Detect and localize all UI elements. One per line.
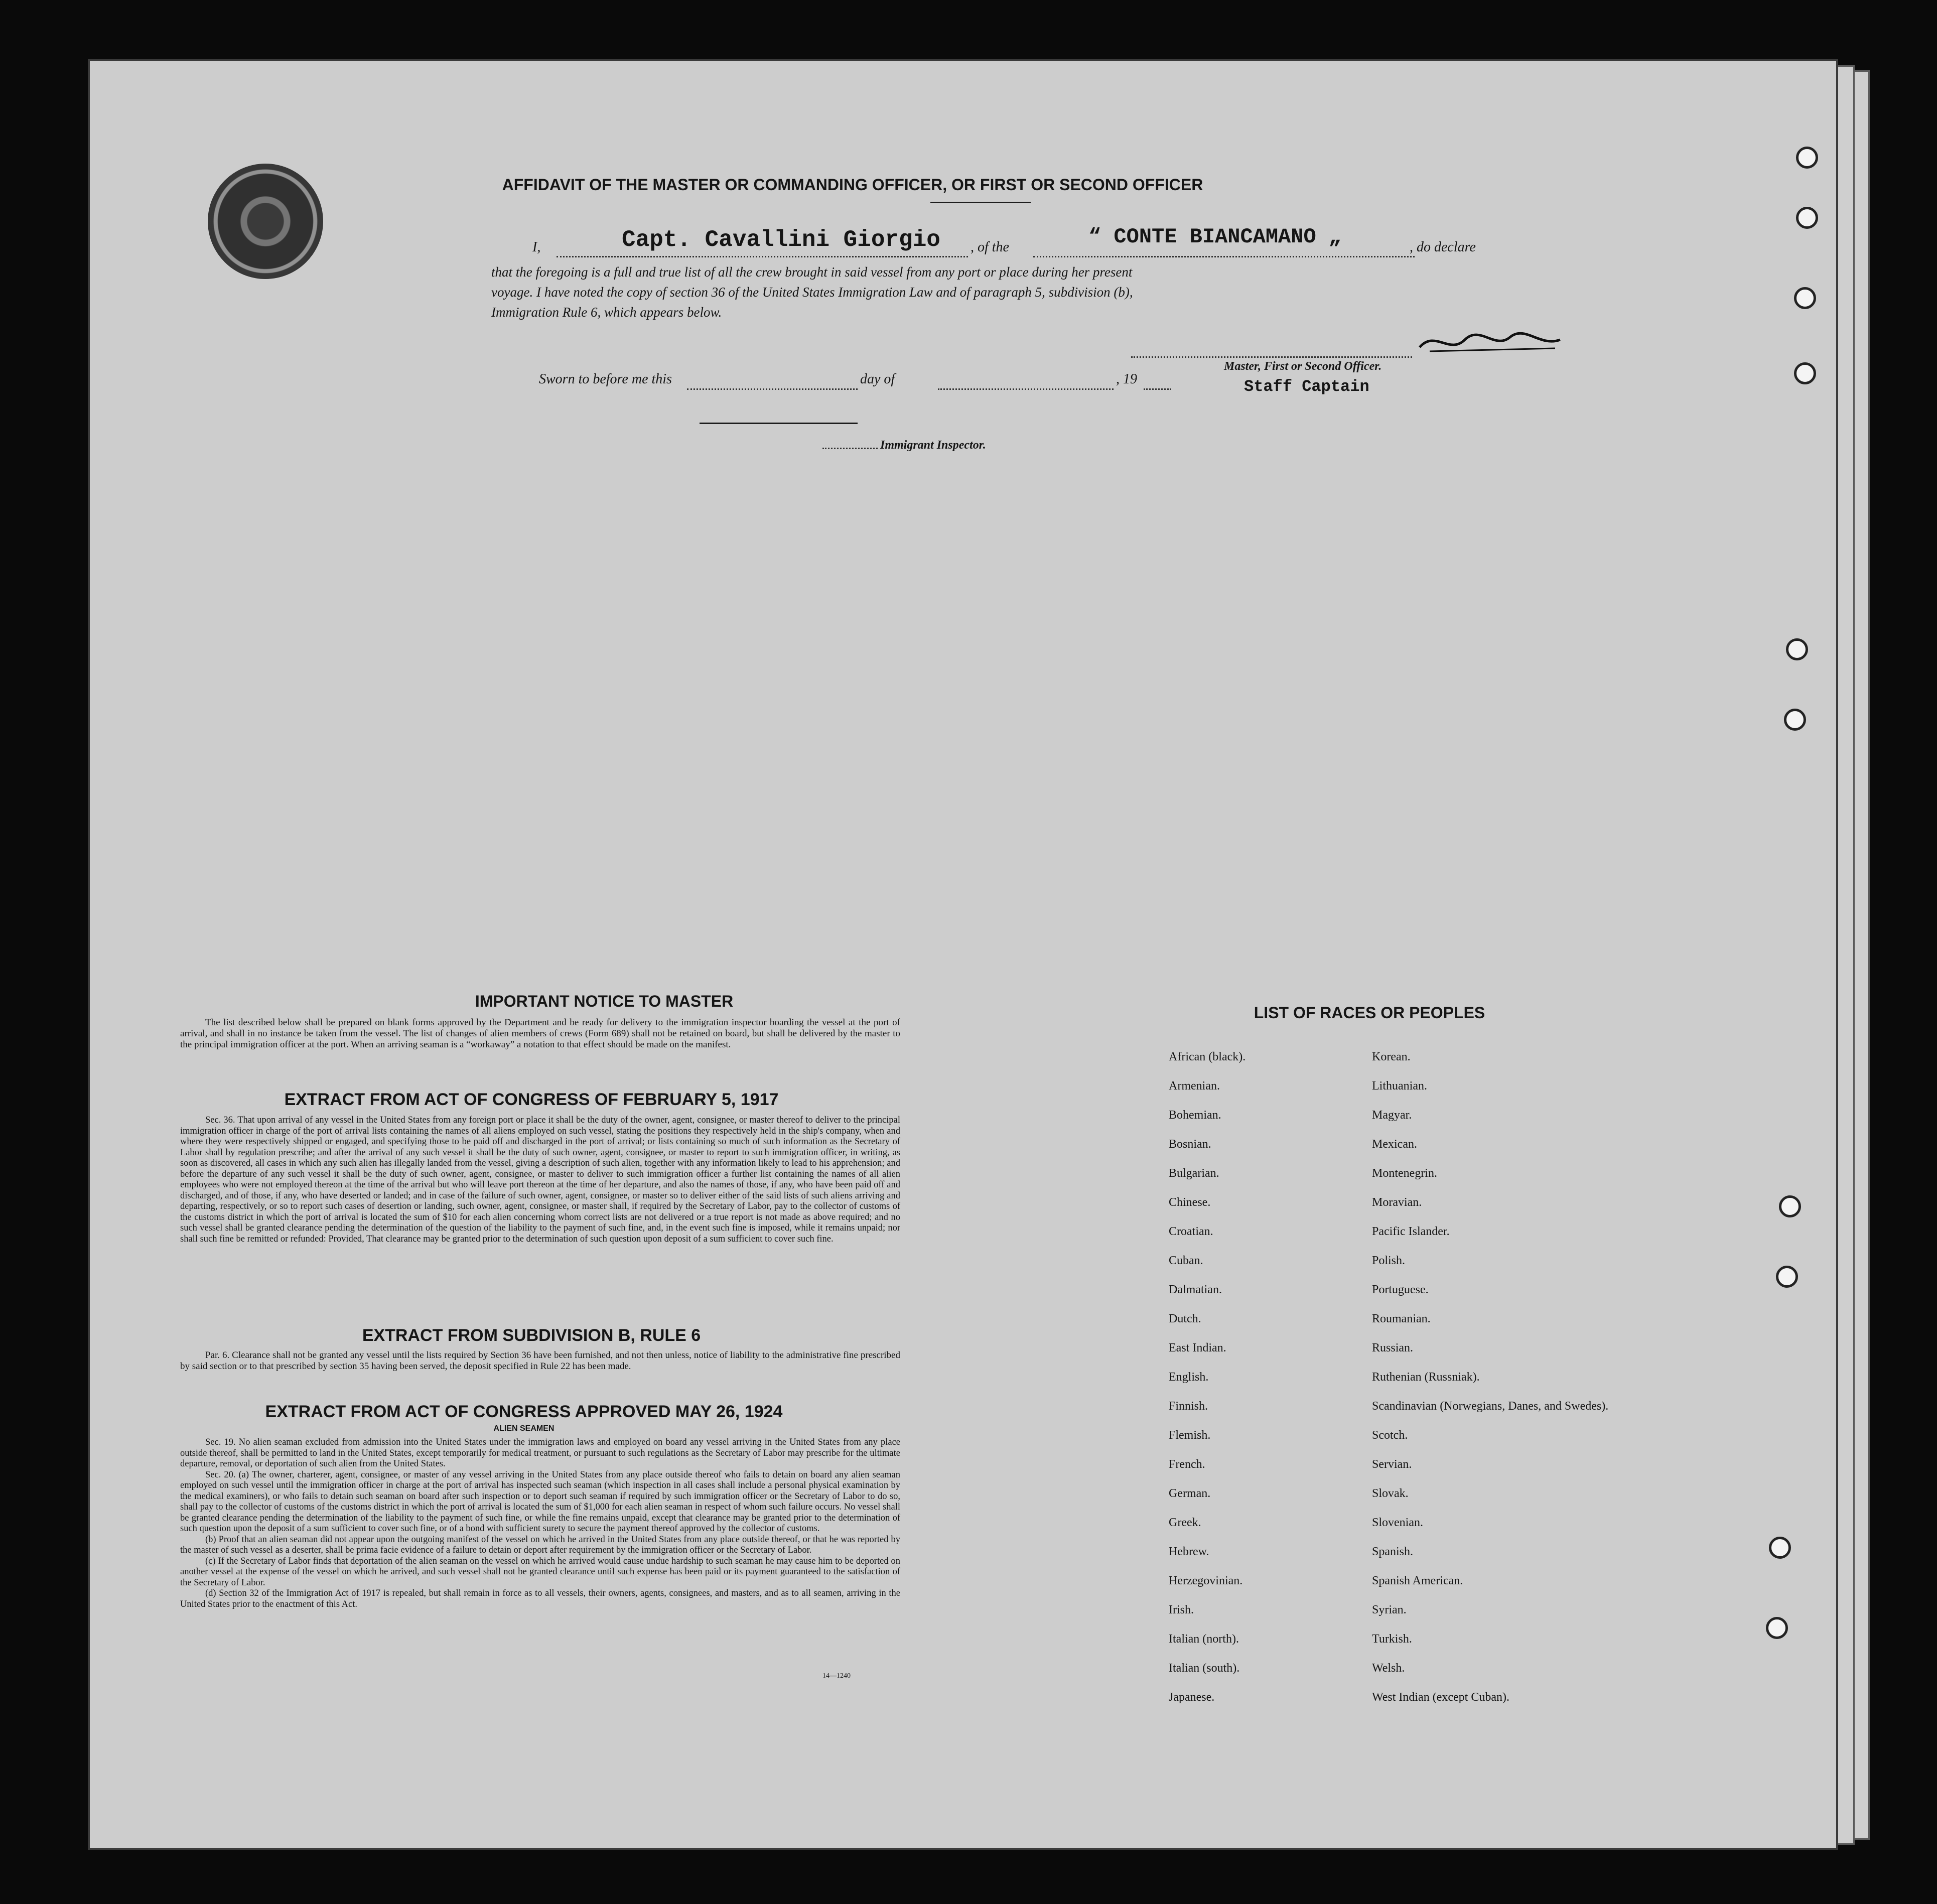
race-entry: Chinese. bbox=[1169, 1196, 1211, 1209]
race-entry: Spanish. bbox=[1372, 1545, 1414, 1558]
binder-hole bbox=[1779, 1195, 1801, 1217]
race-entry: West Indian (except Cuban). bbox=[1372, 1691, 1509, 1704]
race-entry: Herzegovinian. bbox=[1169, 1574, 1243, 1587]
extract-rule6-title: EXTRACT FROM SUBDIVISION B, RULE 6 bbox=[362, 1326, 701, 1345]
signature bbox=[1415, 327, 1565, 357]
officer-name-line bbox=[557, 256, 968, 257]
binder-hole bbox=[1784, 709, 1806, 731]
race-entry: East Indian. bbox=[1169, 1341, 1226, 1354]
sec-20a-paragraph: Sec. 20. (a) The owner, charterer, agent, consignee, or master of any vessel arriving in the United States from any place outside thereof who fails to detain on board any alien seaman employed on such vessel until the immigration officer in charge at the port of arrival has inspected such seaman (which inspection in all cases shall include a personal physical examination by the medical examiners), or who fails to detain such seaman on board after such inspection or to deport such seaman if required by such immigration officer or the Secretary of Labor to do so, shall pay to the collector of customs of the customs district in which the port of arrival is located the sum of $1,000 for each alien seaman in respect of whom such failure occurs. No vessel shall be granted clearance pending the determination of the liability to the payment of such fine, or while the fine remains unpaid, except that clearance may be granted prior to the determination of such question upon the deposit of a sum sufficient to cover such fine, or of a bond with sufficient surety to secure the payment thereof approved by the collector of customs. bbox=[180, 1469, 900, 1534]
extract-1917-body: Sec. 36. That upon arrival of any vessel in the United States from any foreign port or place it shall be the duty of the owner, agent, consignee, or master thereof to deliver to the principal immigration officer in charge of the port of arrival lists containing the names of all aliens employed on such vessel, stating the positions they respectively held in the ship's company, when and where they were respectively shipped or engaged, and specifying those to be paid off and discharged in the port of arrival; or lists containing so much of such information as the Secretary of Labor shall by regulation prescribe; and after the arrival of any such vessel it shall be the duty of such owner, agent, consignee, or master to report to such immigration officer, in writing, as soon as discovered, all cases in which any such alien has illegally landed from the vessel, giving a description of such alien, together with any information likely to lead to his apprehension; and before the departure of any such vessel it shall be the duty of such owner, agent, consignee, or master to deliver to such immigration officer a further list containing the names of all alien employees who were not employed thereon at the time of the arrival but who will leave port thereon at the time of her departure, and also the names of those, if any, who have been paid off and discharged, and of those, if any, who have deserted or landed; and in case of the failure of such owner, agent, consignee, or master so to deliver either of the said lists of such aliens arriving and departing, respectively, or so to report such cases of desertion or landing, such owner, agent, consignee, or master shall, if required by the Secretary of Labor, pay to the collector of customs of the customs district in which the port of arrival is located the sum of $10 for each alien concerning whom correct lists are not delivered or a true report is not made as above required; and no such vessel shall be granted clearance pending the determination of the question of the liability to the payment of such fine, and, in the event such fine is imposed, while it remains unpaid; nor shall such fine be remitted or refunded: Provided, That clearance may be granted prior to the determination of such question upon deposit of a sum sufficient to cover such fine. bbox=[180, 1115, 900, 1244]
race-entry: Bulgarian. bbox=[1169, 1167, 1219, 1180]
binder-hole bbox=[1794, 362, 1816, 384]
affidavit-line-2: that the foregoing is a full and true list of all the crew brought in said vessel from any port or place during her present bbox=[491, 264, 1133, 280]
race-entry: Bohemian. bbox=[1169, 1109, 1221, 1122]
race-entry: Montenegrin. bbox=[1372, 1167, 1437, 1180]
staff-captain: Staff Captain bbox=[1244, 377, 1369, 396]
binder-hole bbox=[1769, 1537, 1791, 1559]
races-column-1 bbox=[1169, 1042, 1246, 1712]
race-entry: Flemish. bbox=[1169, 1429, 1211, 1442]
notice-title: IMPORTANT NOTICE TO MASTER bbox=[475, 992, 734, 1010]
race-entry: Armenian. bbox=[1169, 1079, 1220, 1093]
race-entry: Syrian. bbox=[1372, 1603, 1407, 1616]
race-entry: German. bbox=[1169, 1487, 1211, 1500]
race-entry: Mexican. bbox=[1372, 1138, 1417, 1151]
day-of-label: day of bbox=[860, 371, 895, 387]
race-entry: Italian (south). bbox=[1169, 1662, 1240, 1675]
do-declare-label: , do declare bbox=[1410, 239, 1476, 255]
race-entry: Bosnian. bbox=[1169, 1138, 1211, 1151]
race-entry: Japanese. bbox=[1169, 1691, 1215, 1704]
extract-1917-title: EXTRACT FROM ACT OF CONGRESS OF FEBRUARY 5, 1917 bbox=[284, 1090, 779, 1109]
race-entry: Moravian. bbox=[1372, 1196, 1422, 1209]
race-entry: Portuguese. bbox=[1372, 1283, 1429, 1296]
race-entry: Cuban. bbox=[1169, 1254, 1203, 1267]
vessel-name: “ CONTE BIANCAMANO „ bbox=[1088, 225, 1342, 249]
race-entry: Polish. bbox=[1372, 1254, 1406, 1267]
race-entry: Russian. bbox=[1372, 1341, 1414, 1354]
race-entry: Turkish. bbox=[1372, 1633, 1412, 1646]
binder-hole bbox=[1776, 1266, 1798, 1288]
race-entry: English. bbox=[1169, 1371, 1209, 1384]
form-number: 14—1240 bbox=[822, 1672, 851, 1680]
race-entry: Pacific Islander. bbox=[1372, 1225, 1450, 1238]
binder-hole bbox=[1796, 147, 1818, 169]
binder-hole bbox=[1766, 1617, 1788, 1639]
notice-body: The list described below shall be prepared on blank forms approved by the Department and be ready for delivery to the immigration inspector boarding the vessel at the port of arrival, and shall in no instance be taken from the vessel. The list of changes of alien members of crews (Form 689) shall not be retained on board, but shall be delivered by the master to the principal immigration officer at the port. When an arriving seaman is a “workaway” a notation to that effect should be made on the manifest. bbox=[180, 1017, 900, 1050]
binder-hole bbox=[1796, 207, 1818, 229]
binder-hole bbox=[1794, 287, 1816, 309]
race-entry: Spanish American. bbox=[1372, 1574, 1463, 1587]
extract-1924-text bbox=[180, 1437, 900, 1610]
inspector-signature-rule bbox=[700, 423, 858, 424]
form-page bbox=[88, 59, 1838, 1850]
race-entry: Scotch. bbox=[1372, 1429, 1408, 1442]
sec-19-paragraph: Sec. 19. No alien seaman excluded from admission into the United States under the immigration laws and employed on board any vessel arriving in the United States from any place outside thereof, shall be permitted to land in the United States, except temporarily for medical treatment, or pursuant to such regulations as the Secretary of Labor may prescribe for the ultimate departure, removal, or deportation of such alien from the United States. bbox=[180, 1437, 900, 1469]
race-entry: French. bbox=[1169, 1458, 1205, 1471]
race-entry: Lithuanian. bbox=[1372, 1079, 1427, 1093]
races-column-2 bbox=[1372, 1042, 1608, 1712]
race-entry: Slovenian. bbox=[1372, 1516, 1423, 1529]
race-entry: Korean. bbox=[1372, 1050, 1411, 1063]
race-entry: Magyar. bbox=[1372, 1109, 1412, 1122]
race-entry: Dalmatian. bbox=[1169, 1283, 1222, 1296]
master-label: Master, First or Second Officer. bbox=[1224, 360, 1382, 373]
extract-1924-title: EXTRACT FROM ACT OF CONGRESS APPROVED MAY 26, 1924 bbox=[265, 1402, 783, 1421]
inspector-line bbox=[822, 448, 878, 449]
race-entry: Servian. bbox=[1372, 1458, 1412, 1471]
sec-20d-paragraph: (d) Section 32 of the Immigration Act of 1917 is repealed, but shall remain in force as to all vessels, their owners, agents, consignees, and masters, and as to all seamen, arriving in the United States prior to the enactment of this Act. bbox=[180, 1588, 900, 1609]
pronoun: I, bbox=[532, 239, 541, 255]
sworn-day-line bbox=[687, 388, 858, 390]
sworn-month-line bbox=[938, 388, 1114, 390]
of-the-label: , of the bbox=[971, 239, 1009, 255]
race-entry: Irish. bbox=[1169, 1603, 1194, 1616]
race-entry: Finnish. bbox=[1169, 1400, 1208, 1413]
race-entry: Welsh. bbox=[1372, 1662, 1405, 1675]
race-entry: Hebrew. bbox=[1169, 1545, 1209, 1558]
affidavit-line-3: voyage. I have noted the copy of section 36 of the United States Immigration Law and of paragraph 5, subdivision (b), bbox=[491, 285, 1133, 300]
sec-20b-paragraph: (b) Proof that an alien seaman did not appear upon the outgoing manifest of the vessel on which he arrived in the United States from any place outside thereof, or that he was reported by the master of such vessel as a deserter, shall be prima facie evidence of a failure to detain or deport after requirement by the immigration officer or the Secretary of Labor. bbox=[180, 1534, 900, 1555]
title-rule bbox=[930, 202, 1031, 203]
inspector-label: Immigrant Inspector. bbox=[880, 439, 986, 452]
race-entry: Dutch. bbox=[1169, 1312, 1201, 1325]
affidavit-line-4: Immigration Rule 6, which appears below. bbox=[491, 305, 722, 320]
year-label: , 19 bbox=[1116, 371, 1137, 387]
year-line bbox=[1144, 388, 1171, 390]
race-entry: Greek. bbox=[1169, 1516, 1201, 1529]
race-entry: Roumanian. bbox=[1372, 1312, 1431, 1325]
race-entry: Ruthenian (Russniak). bbox=[1372, 1371, 1480, 1384]
races-title: LIST OF RACES OR PEOPLES bbox=[1254, 1004, 1485, 1022]
extract-1924-subtitle: ALIEN SEAMEN bbox=[493, 1424, 555, 1433]
race-entry: African (black). bbox=[1169, 1050, 1246, 1063]
officer-name: Capt. Cavallini Giorgio bbox=[622, 227, 940, 253]
sworn-label: Sworn to before me this bbox=[539, 371, 672, 387]
binder-hole bbox=[1786, 638, 1808, 660]
extract-rule6-body: Par. 6. Clearance shall not be granted any vessel until the lists required by Section 36 have been furnished, and not then unless, notice of liability to the administrative fine prescribed by said section or to that prescribed by section 35 having been served, the deposit specified in Rule 22 has been made. bbox=[180, 1350, 900, 1372]
race-entry: Slovak. bbox=[1372, 1487, 1409, 1500]
race-entry: Scandinavian (Norwegians, Danes, and Swedes). bbox=[1372, 1400, 1609, 1413]
sec-20c-paragraph: (c) If the Secretary of Labor finds that deportation of the alien seaman on the vessel on which he arrived would cause undue hardship to such seaman he may cause him to be deported on another vessel at the expense of the vessel on which he arrived, and such vessel shall not be granted clearance until such expense has been paid or its payment guaranteed to the satisfaction of the Secretary of Labor. bbox=[180, 1556, 900, 1588]
signature-line bbox=[1131, 356, 1412, 358]
race-entry: Croatian. bbox=[1169, 1225, 1213, 1238]
affidavit-title: AFFIDAVIT OF THE MASTER OR COMMANDING OFFICER, OR FIRST OR SECOND OFFICER bbox=[502, 176, 1203, 194]
vessel-name-line bbox=[1033, 256, 1415, 257]
race-entry: Italian (north). bbox=[1169, 1633, 1239, 1646]
